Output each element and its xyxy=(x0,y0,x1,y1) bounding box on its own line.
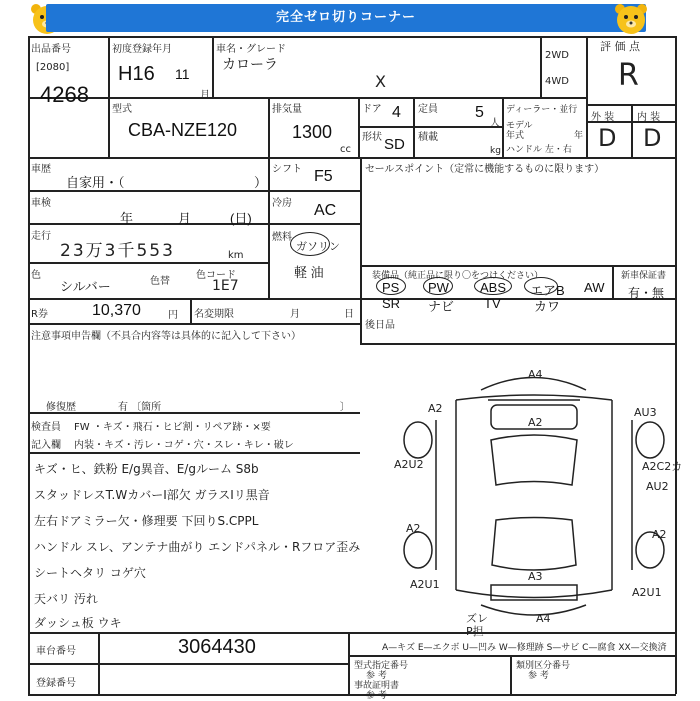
notes-label: 注意事項申告欄（不具合内容等は具体的に記入して下さい） xyxy=(31,331,301,342)
dealer-handle: ハンドル 左・右 xyxy=(506,145,572,155)
footer-ref: 参 考 xyxy=(366,691,387,701)
ac-label: 冷房 xyxy=(272,198,292,209)
diagram-label: A4 xyxy=(528,368,543,381)
entry-items: 内装・キズ・汚レ・コゲ・穴・スレ・キレ・破レ xyxy=(74,440,294,451)
history-label: 車歴 xyxy=(31,164,51,175)
warranty-label: 新車保証書 xyxy=(621,271,667,281)
entry-label: 記入欄 xyxy=(31,440,61,451)
diagram-label: AU3 xyxy=(634,406,657,419)
shift-value: F5 xyxy=(314,168,333,185)
diagram-label: A2U2 xyxy=(394,458,424,471)
equip-airbag: エアB xyxy=(530,283,565,298)
tax-expiry-label: 名変期限 xyxy=(194,309,234,320)
car-name: カローラ xyxy=(222,57,278,73)
equip-sr: SR xyxy=(382,296,401,311)
price-unit: 円 xyxy=(168,310,178,321)
repair-close: 〕 xyxy=(340,402,350,413)
displacement-unit: cc xyxy=(340,144,351,155)
lot-number: 4268 xyxy=(40,82,89,107)
damage-legend: A—キズ E—エクボ U—凹み W—修理跡 S—サビ C—腐食 XX—交換済 xyxy=(382,643,667,653)
diagram-label: A2 xyxy=(528,416,543,429)
score-ext-label: 外 装 xyxy=(591,112,615,123)
color-label: 色 xyxy=(31,270,41,281)
capacity-value: 5 xyxy=(475,104,484,121)
car-damage-diagram xyxy=(394,360,683,638)
displacement-label: 排気量 xyxy=(272,104,302,115)
price-value: 10,370 xyxy=(92,302,141,319)
lot-sub: [2080] xyxy=(36,62,70,73)
diagram-label: A3 xyxy=(528,570,543,583)
score-int-label: 内 装 xyxy=(637,112,661,123)
remark-line: 左右ドアミラー欠・修理要 下回りS.CPPL xyxy=(34,514,259,528)
score-int: D xyxy=(643,124,662,152)
footer-accident: 事故証明書 xyxy=(354,681,400,691)
dealer-label: ディーラー・並行 xyxy=(506,105,578,115)
color-code-label: 色コード xyxy=(196,270,236,281)
score-value: R xyxy=(618,58,639,93)
color-code: 1E7 xyxy=(212,278,239,294)
banner-title: 完全ゼロ切りコーナー xyxy=(275,10,416,25)
footer-ref: 参 考 xyxy=(528,671,549,681)
inspection-label: 車検 xyxy=(31,198,51,209)
history-close: ） xyxy=(254,175,268,190)
model-value: CBA-NZE120 xyxy=(128,120,238,140)
capacity-unit: 人 xyxy=(490,118,500,129)
warranty-value: 有・無 xyxy=(628,286,665,300)
diagram-label: A2C2カ xyxy=(642,460,683,473)
drive-4wd: 4WD xyxy=(545,76,569,87)
mileage-value: 23万3千553 xyxy=(60,241,175,261)
shift-label: シフト xyxy=(272,164,302,175)
displacement-value: 1300 xyxy=(292,122,333,142)
footer-type-no: 型式指定番号 xyxy=(354,661,409,671)
first-reg-month: 11 xyxy=(175,66,190,82)
load-label: 積載 xyxy=(418,132,438,143)
drive-2wd: 2WD xyxy=(545,50,569,61)
title-banner xyxy=(46,4,646,32)
chassis-value: 3064430 xyxy=(178,636,256,658)
sales-point-label: セールスポイント（定常に機能するものに限ります） xyxy=(365,164,605,175)
equip-airbag-circle xyxy=(524,277,558,295)
diagram-label: P担 xyxy=(466,625,484,638)
inspection-year: 年 xyxy=(120,211,134,226)
first-reg-label: 初度登録年月 xyxy=(112,44,172,55)
equip-aw: AW xyxy=(584,280,605,295)
color-change-label: 色替 xyxy=(150,276,170,287)
shape-value: SD xyxy=(384,136,405,153)
equip-abs: ABS xyxy=(480,280,507,295)
diagram-label: A2 xyxy=(406,522,421,535)
price-label: R券 xyxy=(31,309,48,320)
registration-label: 登録番号 xyxy=(36,678,76,689)
remark-line: キズ・ヒ、鉄粉 E/g異音、E/gルーム S8b xyxy=(34,462,259,476)
inspector-items: FW ・キズ・飛石・ヒビ割・リペア跡・×要 xyxy=(74,422,271,433)
diagram-label: A2U1 xyxy=(410,578,440,591)
diagram-label: AU2 xyxy=(646,480,669,493)
footer-ref: 参 考 xyxy=(366,671,387,681)
remark-line: シートヘタリ コゲ穴 xyxy=(34,566,146,580)
load-unit: kg xyxy=(490,146,501,156)
diagram-label: A2U1 xyxy=(632,586,662,599)
remark-line: ハンドル スレ、アンテナ曲がり エンドパネル・Rフロア歪み xyxy=(34,540,361,554)
mileage-label: 走行 xyxy=(31,231,51,242)
inspection-month: 月 xyxy=(178,211,192,226)
diagram-label: ズレ xyxy=(466,612,488,625)
equip-navi: ナビ xyxy=(428,299,455,314)
footer-class-no: 類別区分番号 xyxy=(516,661,571,671)
doors-value: 4 xyxy=(392,104,401,121)
score-ext: D xyxy=(598,124,617,152)
model-label: 型式 xyxy=(112,104,132,115)
score-label: 評 価 点 xyxy=(600,40,640,53)
fuel-gas: ガソリン xyxy=(296,240,340,253)
equip-pw: PW xyxy=(428,280,449,295)
doors-label: ドア xyxy=(362,104,382,115)
remark-line: スタッドレスT.WカバーI部欠 ガラスIリ黒音 xyxy=(34,488,270,502)
dealer-year-unit: 年 xyxy=(574,131,584,141)
dealer-year-label: 年式 xyxy=(506,131,525,141)
car-grade: X xyxy=(375,72,386,91)
color-value: シルバー xyxy=(60,280,111,295)
remark-line: 天バリ 汚れ xyxy=(34,592,98,606)
tax-expiry-day: 日 xyxy=(344,309,354,320)
bear-logo-icon xyxy=(612,2,650,36)
car-label: 車名・グレード xyxy=(216,44,286,55)
first-reg-month-unit: 月 xyxy=(200,90,210,101)
tax-expiry-month: 月 xyxy=(290,309,300,320)
diagram-label: A2 xyxy=(428,402,443,415)
equip-tv: TV xyxy=(484,296,501,311)
repair-mid: 有 〔箇所 xyxy=(118,402,162,413)
equip-ps-circle xyxy=(376,277,406,295)
dealer-model-label: モデル xyxy=(506,121,533,131)
lot-label: 出品番号 xyxy=(31,44,71,55)
inspector-label: 検査員 xyxy=(31,422,61,433)
rear-seat-label: 後日品 xyxy=(365,320,395,331)
shape-label: 形状 xyxy=(362,132,382,143)
equip-leather: カワ xyxy=(534,299,561,314)
remark-line: ダッシュ板 ウキ xyxy=(34,616,122,630)
diagram-label: A2 xyxy=(652,528,667,541)
history-value: 自家用・（ xyxy=(66,175,125,190)
mileage-unit: km xyxy=(228,250,244,261)
equip-pw-circle xyxy=(423,277,453,295)
first-reg-era: H16 xyxy=(118,63,155,85)
fuel-diesel: 軽 油 xyxy=(294,265,324,280)
chassis-label: 車台番号 xyxy=(36,646,76,657)
equipment-label: 装備品（純正品に限り〇をつけください） xyxy=(372,271,544,281)
diagram-label: A4 xyxy=(536,612,551,625)
inspection-day: (日) xyxy=(230,211,252,226)
equip-ps: PS xyxy=(382,280,400,295)
repair-label: 修復歴 xyxy=(46,402,76,413)
capacity-label: 定員 xyxy=(418,104,438,115)
ac-value: AC xyxy=(314,202,337,219)
equip-abs-circle xyxy=(474,277,512,295)
fuel-label: 燃料 xyxy=(272,232,292,243)
